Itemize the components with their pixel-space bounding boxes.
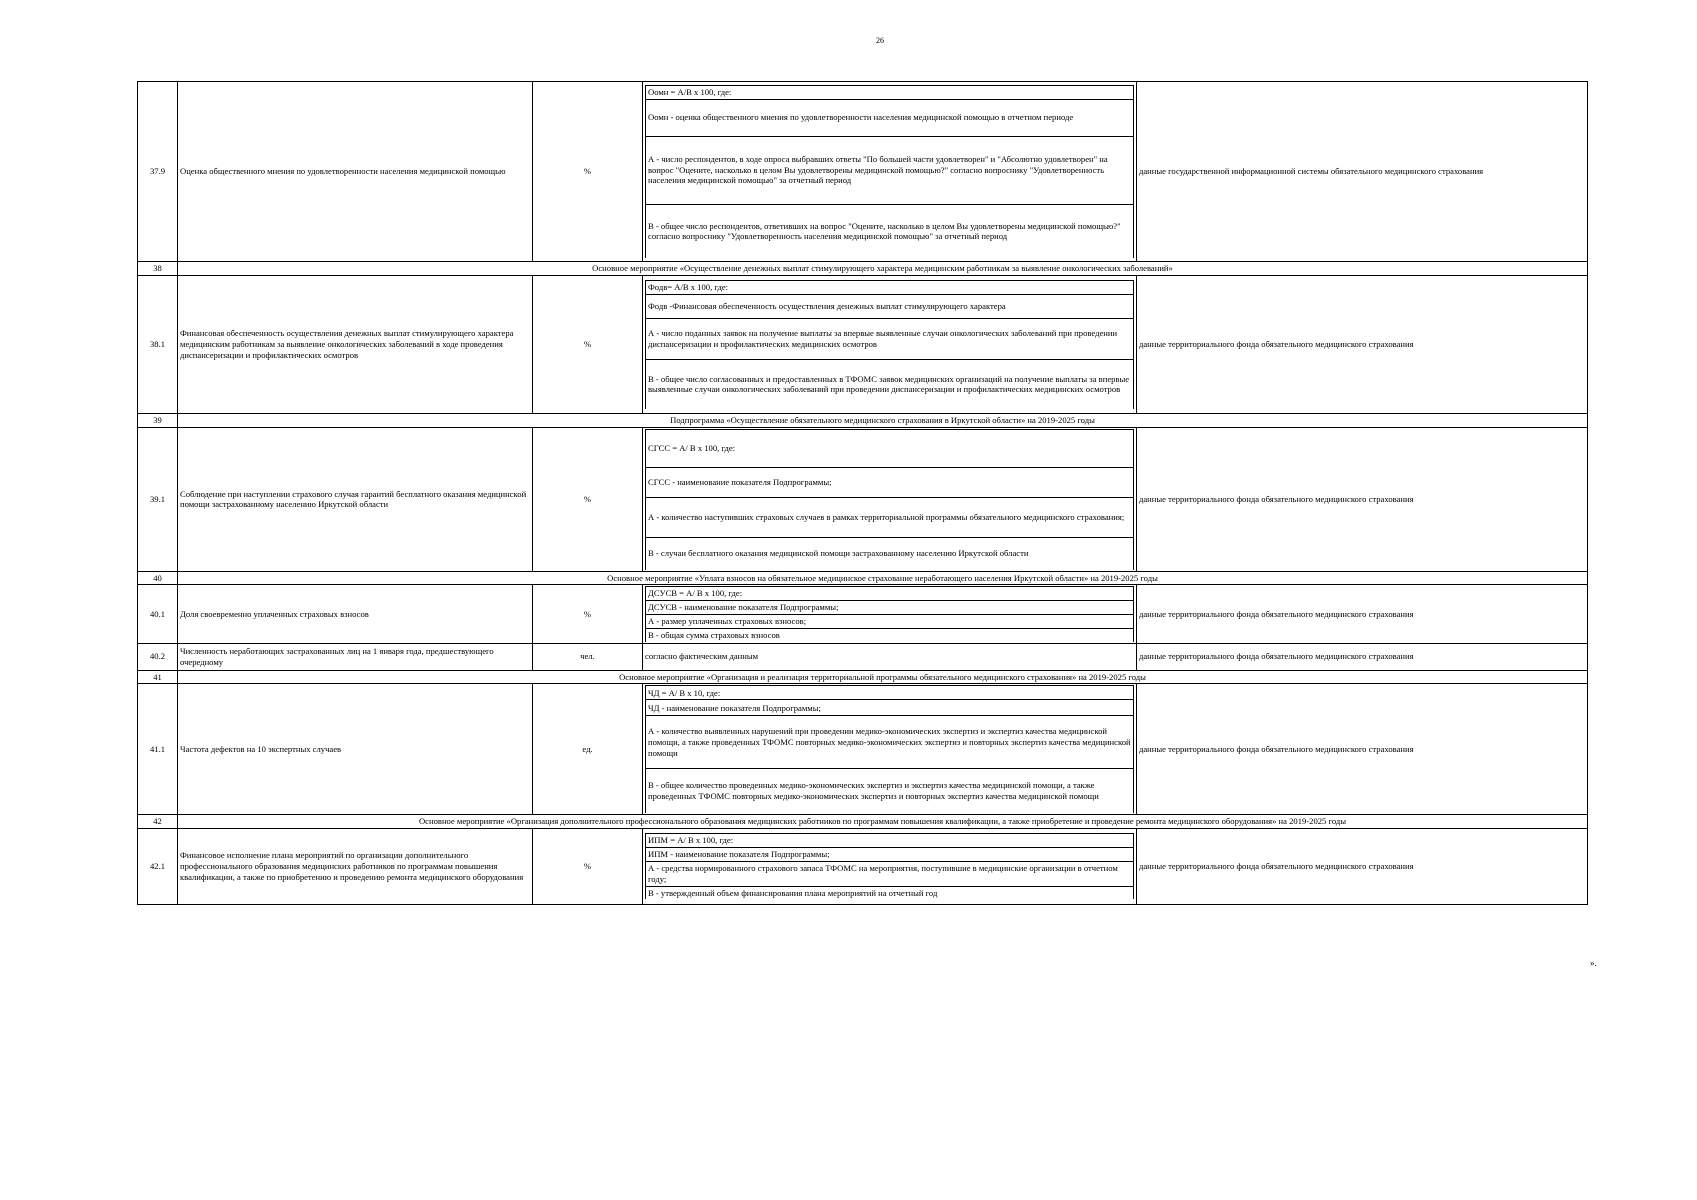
- row-number: 41: [138, 670, 178, 684]
- calculation-method: [643, 276, 1137, 414]
- section-title: Подпрограмма «Осуществление обязательного медицинского страхования в Иркутской области» на 2019-2025 годы: [178, 414, 1588, 428]
- formula-line: Фодв -Финансовая обеспеченность осуществления денежных выплат стимулирующего характера: [646, 294, 1134, 318]
- section-title: Основное мероприятие «Организация и реализация территориальной программы обязательного медицинского страхования» на 2019-2025 годы: [178, 670, 1588, 684]
- formula-line: ЧД = А/ В х 10, где:: [646, 686, 1134, 700]
- formula-line: Оомн - оценка общественного мнения по удовлетворенности населения медицинской помощью в отчетном периоде: [646, 99, 1134, 136]
- formula-line: В - общее количество проведенных медико-экономических экспертиз и экспертиз качества медицинской помощи, а также проведенных ТФОМС повторных медико-экономических экспертиз и повторных экспертиз качества медицинской помощи: [646, 769, 1134, 813]
- formula-line: А - количество выявленных нарушений при проведении медико-экономических экспертиз и экспертиз качества медицинской помощи, а также проведенных ТФОМС повторных медико-экономических экспертиз и повторных экспертиз качества медицинской помощи: [646, 716, 1134, 769]
- indicator-name: Численность неработающих застрахованных лиц на 1 января года, предшествующего очередному: [178, 643, 533, 670]
- section-row: [138, 814, 1588, 828]
- row-number: 40.2: [138, 643, 178, 670]
- unit-of-measure: %: [533, 82, 643, 262]
- formula-block: [645, 429, 1134, 570]
- table-row: [138, 643, 1588, 670]
- calculation-method: [643, 585, 1137, 643]
- data-source: данные территориального фонда обязательного медицинского страхования: [1137, 428, 1588, 572]
- row-number: 42.1: [138, 828, 178, 904]
- formula-line: В - общая сумма страховых взносов: [646, 628, 1134, 641]
- row-number: 41.1: [138, 684, 178, 815]
- formula-line: ДСУСВ - наименование показателя Подпрограммы;: [646, 601, 1134, 615]
- formula-line: ЧД - наименование показателя Подпрограммы;: [646, 700, 1134, 716]
- indicators-table: [137, 81, 1588, 905]
- section-title: Основное мероприятие «Уплата взносов на обязательное медицинское страхование неработающего населения Иркутской области» на 2019-2025 годы: [178, 571, 1588, 585]
- formula-block: [645, 685, 1134, 813]
- formula-line: В - общее число респондентов, ответивших на вопрос "Оцените, насколько в целом Вы удовлетворены медицинской помощью?" согласно вопроснику "Удовлетворенность населения медицинской помощью" за отчетный период: [646, 204, 1134, 258]
- table-row: [138, 276, 1588, 414]
- formula-line: ДСУСВ = А/ В х 100, где:: [646, 587, 1134, 601]
- calculation-method: [643, 684, 1137, 815]
- unit-of-measure: %: [533, 428, 643, 572]
- data-source: данные территориального фонда обязательного медицинского страхования: [1137, 585, 1588, 643]
- formula-line: В - утвержденный объем финансирования плана мероприятий на отчетный год: [646, 886, 1134, 899]
- row-number: 38: [138, 262, 178, 276]
- unit-of-measure: чел.: [533, 643, 643, 670]
- section-title: Основное мероприятие «Организация дополнительного профессионального образования медицинских работников по программам повышения квалификации, а также приобретение и проведение ремонта медицинского оборудования» на 2019-2025 годы: [178, 814, 1588, 828]
- indicator-name: Соблюдение при наступлении страхового случая гарантий бесплатного оказания медицинской помощи застрахованному населению Иркутской области: [178, 428, 533, 572]
- formula-line: Фодв= А/В х 100, где:: [646, 280, 1134, 294]
- formula-line: СГСС = А/ В х 100, где:: [646, 430, 1134, 468]
- data-source: данные территориального фонда обязательного медицинского страхования: [1137, 643, 1588, 670]
- formula-line: А - размер уплаченных страховых взносов;: [646, 615, 1134, 629]
- formula-block: [645, 280, 1134, 409]
- indicator-name: Финансовая обеспеченность осуществления денежных выплат стимулирующего характера медицинским работникам за выявление онкологических заболеваний в ходе проведения диспансеризации и профилактических осмотров: [178, 276, 533, 414]
- formula-block: [645, 586, 1134, 641]
- formula-line: А - число поданных заявок на получение выплаты за впервые выявленные случаи онкологических заболеваний при проведении диспансеризации и профилактических медицинских осмотров: [646, 318, 1134, 359]
- calculation-method: [643, 828, 1137, 904]
- formula-line: СГСС - наименование показателя Подпрограммы;: [646, 468, 1134, 498]
- unit-of-measure: ед.: [533, 684, 643, 815]
- formula-line: согласно фактическим данным: [643, 643, 1137, 670]
- closing-quote: ».: [1590, 958, 1597, 968]
- indicator-name: Частота дефектов на 10 экспертных случаев: [178, 684, 533, 815]
- unit-of-measure: %: [533, 276, 643, 414]
- row-number: 42: [138, 814, 178, 828]
- data-source: данные территориального фонда обязательного медицинского страхования: [1137, 684, 1588, 815]
- table-row: [138, 82, 1588, 262]
- calculation-method: [643, 428, 1137, 572]
- table-row: [138, 428, 1588, 572]
- row-number: 40: [138, 571, 178, 585]
- section-title: Основное мероприятие «Осуществление денежных выплат стимулирующего характера медицинским работникам за выявление онкологических заболеваний»: [178, 262, 1588, 276]
- section-row: [138, 414, 1588, 428]
- formula-line: А - количество наступивших страховых случаев в рамках территориальной программы обязательного медицинского страхования;: [646, 498, 1134, 538]
- formula-line: В - общее число согласованных и предоставленных в ТФОМС заявок медицинских организаций на получение выплаты за впервые выявленные случаи онкологических заболеваний при проведении диспансеризации и профилактических медицинских осмотров: [646, 359, 1134, 409]
- data-source: данные территориального фонда обязательного медицинского страхования: [1137, 828, 1588, 904]
- indicator-name: Финансовое исполнение плана мероприятий по организации дополнительного профессионального образования медицинских работников по программам повышения квалификации, а также по приобретению и проведению ремонта медицинского оборудования: [178, 828, 533, 904]
- unit-of-measure: %: [533, 585, 643, 643]
- row-number: 38.1: [138, 276, 178, 414]
- indicator-name: Оценка общественного мнения по удовлетворенности населения медицинской помощью: [178, 82, 533, 262]
- table-row: [138, 828, 1588, 904]
- section-row: [138, 262, 1588, 276]
- row-number: 40.1: [138, 585, 178, 643]
- table-row: [138, 585, 1588, 643]
- formula-line: Оомн = А/В х 100, где:: [646, 85, 1134, 99]
- data-source: данные территориального фонда обязательного медицинского страхования: [1137, 276, 1588, 414]
- unit-of-measure: %: [533, 828, 643, 904]
- indicator-name: Доля своевременно уплаченных страховых взносов: [178, 585, 533, 643]
- row-number: 39: [138, 414, 178, 428]
- table-row: [138, 684, 1588, 815]
- formula-line: ИПМ = А/ В х 100, где:: [646, 834, 1134, 848]
- formula-block: [645, 833, 1134, 899]
- formula-block: [645, 85, 1134, 258]
- formula-line: В - случаи бесплатного оказания медицинской помощи застрахованному населению Иркутской области: [646, 538, 1134, 570]
- row-number: 39.1: [138, 428, 178, 572]
- formula-line: А - средства нормированного страхового запаса ТФОМС на мероприятия, поступившие в медицинские организации в отчетном году;: [646, 861, 1134, 886]
- data-source: данные государственной информационной системы обязательного медицинского страхования: [1137, 82, 1588, 262]
- formula-line: А - число респондентов, в ходе опроса выбравших ответы "По большей части удовлетворен" и "Абсолютно удовлетворен" на вопрос "Оцените, насколько в целом Вы удовлетворены медицинской помощью?" согласно вопроснику "Удовлетворенность населения медицинской помощью" за отчетный период: [646, 136, 1134, 204]
- page-number: 26: [876, 36, 884, 45]
- calculation-method: [643, 82, 1137, 262]
- section-row: [138, 670, 1588, 684]
- section-row: [138, 571, 1588, 585]
- row-number: 37.9: [138, 82, 178, 262]
- formula-line: ИПМ - наименование показателя Подпрограммы;: [646, 847, 1134, 861]
